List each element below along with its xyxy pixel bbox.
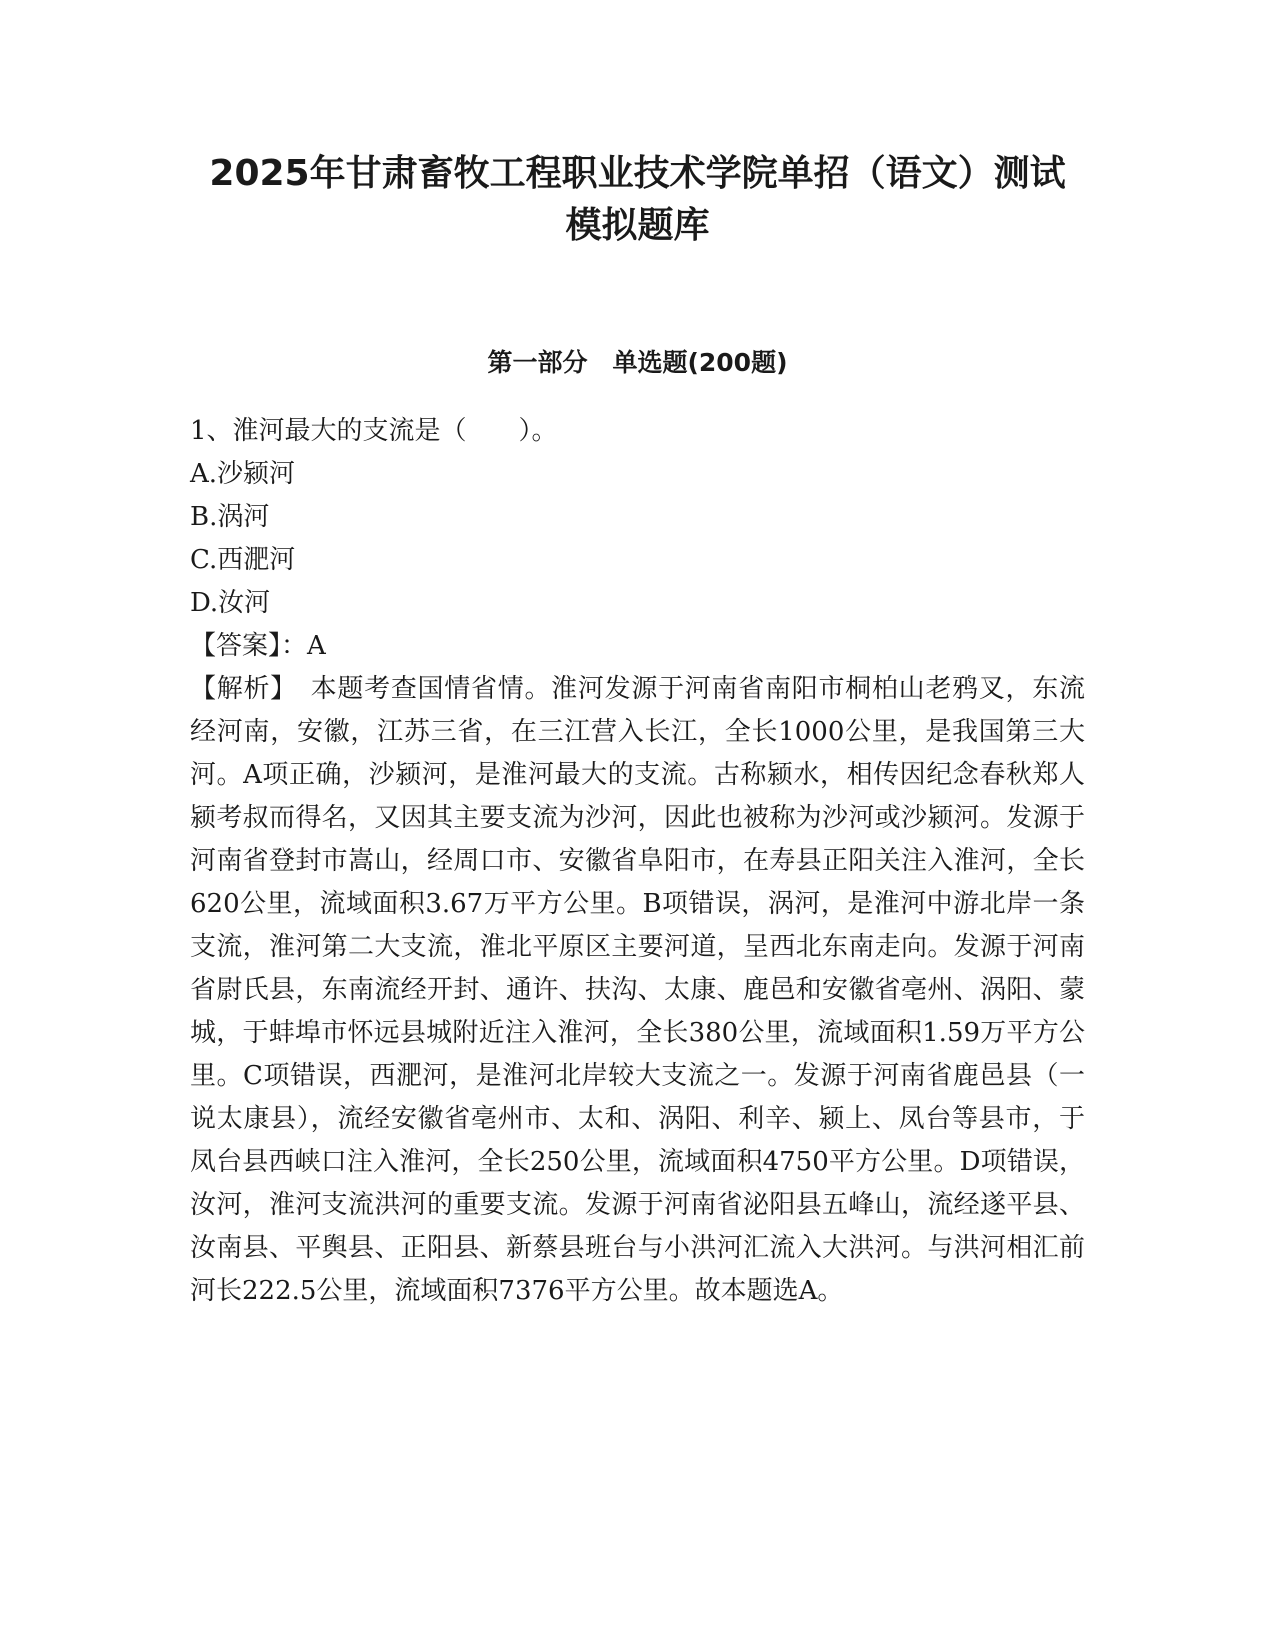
explanation-paragraph (190, 668, 1085, 1313)
answer-line (190, 625, 1085, 668)
option-a: A.沙颍河 (190, 459, 296, 489)
document-title-line-2: 模拟题库 (565, 205, 710, 246)
answer-value: A (307, 631, 326, 661)
explanation-label: 【解析】 (190, 674, 311, 704)
section-heading: 第一部分 单选题(200题) (487, 348, 788, 377)
answer-label: 【答案】： (190, 631, 308, 661)
document-title (150, 148, 1125, 252)
document-title-line-1: 2025年甘肃畜牧工程职业技术学院单招（语文）测试 (209, 153, 1066, 194)
option-d: D.汝河 (190, 588, 271, 618)
option-c: C.西淝河 (190, 545, 296, 575)
option-b: B.涡河 (190, 502, 270, 532)
explanation-text: 本题考查国情省情。淮河发源于河南省南阳市桐柏山老鸦叉，东流经河南，安徽，江苏三省，在三江营入长江，全长1000公里，是我国第三大河。A项正确，沙颍河，是淮河最大的支流。古称颍水，相传因纪念春秋郑人颍考叔而得名，又因其主要支流为沙河，因此也被称为沙河或沙颍河。发源于河南省登封市嵩山，经周口市、安徽省阜阳市，在寿县正阳关注入淮河，全长620公里，流域面积3.67万平方公里。B项错误，涡河，是淮河中游北岸一条支流，淮河第二大支流，淮北平原区主要河道，呈西北东南走向。发源于河南省尉氏县，东南流经开封、通许、扶沟、太康、鹿邑和安徽省亳州、涡阳、蒙城，于蚌埠市怀远县城附近注入淮河，全长380公里，流域面积1.59万平方公里。C项错误，西淝河，是淮河北岸较大支流之一。发源于河南省鹿邑县（一说太康县），流经安徽省亳州市、太和、涡阳、利辛、颍上、凤台等县市，于凤台县西峡口注入淮河，全长250公里，流域面积4750平方公里。D项错误，汝河，淮河支流洪河的重要支流。发源于河南省泌阳县五峰山，流经遂平县、汝南县、平舆县、正阳县、新蔡县班台与小洪河汇流入大洪河。与洪河相汇前河长222.5公里，流域面积7376平方公里。故本题选A。 (190, 674, 1085, 1306)
question-block (190, 410, 1085, 1313)
question-stem: 1、淮河最大的支流是（ ）。 (190, 416, 558, 446)
